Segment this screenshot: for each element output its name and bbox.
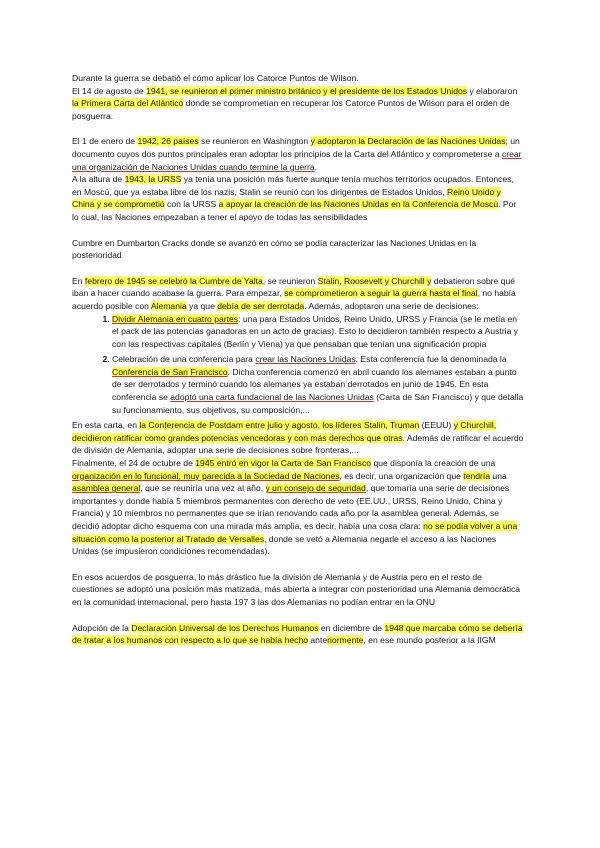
text: , no había acuerdo posible con [72, 288, 516, 311]
text: Adopción de la [72, 622, 132, 633]
text: Celebración de una conferencia para [112, 354, 256, 365]
highlight: la Primera Carta del Atlántico [72, 98, 184, 109]
highlight: la Conferencia de Postdam entre julio y agosto, los líderes Stalin, Truman [139, 420, 420, 431]
text: que disponía la creación de una [371, 458, 496, 469]
highlight: 1942, 26 países [137, 136, 199, 147]
text: En esta carta, en [72, 420, 140, 431]
text: donde se comprometían en recuperar los Catorce Puntos de Wilson para el orden de posguerra. [72, 98, 510, 121]
text: . Esta conferencia fue la denominada la [355, 354, 507, 365]
document-body [72, 72, 524, 647]
highlight: Stalin, Roosevelt y Churchill y [317, 275, 432, 286]
list-item [112, 353, 524, 416]
highlight: 1941, se reunieron el primer ministro británico y el presidente de los Estados Unidos [146, 85, 468, 96]
highlight: y Churchill, decidieron ratificar como grandes potencias vencedoras y con más derechos que otras [72, 420, 497, 443]
highlight: a apoyar la creación de las Naciones Unidas en la Conferencia de Moscú [218, 199, 499, 210]
highlight: 1943, la URSS [124, 174, 182, 185]
text: . [314, 161, 318, 172]
text: una [490, 470, 507, 481]
text: en diciembre de [318, 622, 385, 633]
highlight: Conferencia de San Francisco [112, 366, 228, 377]
highlight: asamblea general [72, 483, 141, 494]
highlight: organización en lo funcional, muy parecida a la Sociedad de Naciones [72, 470, 340, 481]
text: Finalmente, el 24 de octubre de [72, 458, 196, 469]
text: : una para Estados Unidos, Reino Unido, URSS y Francia (se le metía en el pack de las potencias ganadoras en un acto de gracias). Esto lo decidieron también respecto a Austria y con las respectivas capitales (Berlín y Viena) ya que pensaban que tenían una significación propia [112, 313, 519, 349]
text: . Además, adoptaron una serie de decisiones: [304, 300, 479, 311]
text: , que se reuniría una vez al año, [140, 483, 266, 494]
text: , en ese mundo posterior a la IIGM [363, 635, 496, 646]
highlight: y un consejo de seguridad [265, 483, 366, 494]
highlight: Declaración Universal de los Derechos Humanos [131, 622, 319, 633]
paragraph-wilson [72, 72, 524, 122]
text: Durante la guerra se debatió el cómo aplicar los Catorce Puntos de Wilson. [72, 73, 359, 83]
text: El 14 de agosto de [72, 85, 147, 96]
highlight: febrero de 1945 se celebró la Cumbre de Yalta [84, 275, 263, 286]
text: ya que [186, 300, 218, 311]
highlight: se comprometieron a seguir la guerra hasta el final [284, 288, 478, 299]
text: ; un documento cuyos dos puntos principales eran adoptar los principios de la Carta del Atlántico y comprometerse a [72, 136, 520, 159]
underlined-text: crear una organización de Naciones Unidas cuando termine la guerra [72, 148, 522, 172]
paragraph-posguerra [72, 571, 524, 609]
text: , es decir, una organización que [339, 470, 464, 481]
list-item [112, 313, 524, 351]
paragraph-postdam [72, 419, 524, 558]
paragraph-yalta [72, 275, 524, 313]
text: Cumbre en Dumbarton Cracks donde se avanzó en cómo se podía caracterizar las Naciones Unidas en la posterioridad [72, 237, 477, 261]
paragraph-derechos-humanos [72, 622, 524, 647]
text: ya tenía una posición más fuerte aunque tenía muchos territorios ocupados. Entonces, en Moscú, que ya estaba libre de los nazis, Stalin se reunió con los dirigentes de Estados Unidos, [72, 174, 514, 197]
text: con la URSS [164, 199, 219, 210]
text: (Carta de San Francisco) y que detalla su funcionamiento, sus objetivos, su composición,... [112, 392, 524, 415]
text: , que tomaría una serie de decisiones importantes y donde había 5 miembros permanentes con derecho de veto (EE.UU., URSS, Reino Unido, China y Francia) y 10 miembros no permanentes que se irían renovando cada año por la asamblea general. Además, se decidió adoptar dicho esquema con una mirada más amplia, es decir, había una cosa clara: [72, 483, 510, 531]
text: ante [308, 635, 328, 646]
underlined-text: adoptó una carta fundacional de las Naciones Unidas [170, 392, 374, 403]
text: (EEUU) [419, 420, 454, 431]
paragraph-dumbarton [72, 237, 524, 262]
text: y elaboraron [467, 85, 518, 96]
underlined-text: crear las Naciones Unidas [255, 354, 356, 365]
text: A la altura de [72, 174, 125, 185]
highlight: y adoptaron la Declaración de las Naciones Unidas [310, 136, 506, 147]
text: . Además de ratificar el acuerdo de división de Alemania, adoptar una serie de decisiones sobre fronteras,... [72, 432, 524, 456]
highlight: tendría [463, 470, 491, 481]
highlight: 1945 entró en vigor la Carta de San Francisco [195, 458, 372, 469]
highlight: riormente [327, 635, 364, 646]
paragraph-washington [72, 135, 524, 223]
highlight: Reino Unido y China y se comprometió [72, 186, 501, 210]
text: . Dicha conferencia comenzó en abril cuando los alemanes estaban a punto de ser derrotados y terminó cuando los alemanes ya estaban derrotados en junio de 1945. En esta conferencia se [112, 366, 517, 403]
highlight: Dividir Alemania en cuatro partes [112, 313, 239, 324]
decisions-list [72, 313, 524, 417]
text: se reunieron en Washington [198, 136, 311, 147]
text: , se reunieron [262, 275, 318, 286]
highlight: 1948 que marcaba cómo se debería de tratar a los humanos con respecto a lo que se había hecho [72, 622, 523, 646]
text: , donde se vetó a Alemania negarle el acceso a las Naciones Unidas (se impusieron condiciones recomendadas). [72, 533, 497, 557]
text: En [72, 275, 85, 286]
highlight: debía de ser derrotada [217, 300, 305, 311]
highlight: no se podía volver a una situación como la posterior al Tratado de Versalles [72, 521, 518, 544]
text: En esos acuerdos de posguerra, lo más drástico fue la división de Alemania y de Austria pero en el resto de cuestiones se adoptó una posición más matizada, más abierta a integrar con posterioridad una Alemania democrática en la comunidad internacional, pero hasta 197 3 las dos Alemanias no podían entrar en la ONU [72, 571, 521, 607]
text: El 1 de enero de [72, 136, 138, 147]
text: debatieron sobre qué iban a hacer cuando acabase la guerra. Para empezar, [72, 275, 516, 299]
text: . Por lo cual, las Naciones empezaban a tener el apoyo de todas las sensibilidades [72, 199, 517, 222]
highlight: Alemania [150, 300, 187, 311]
